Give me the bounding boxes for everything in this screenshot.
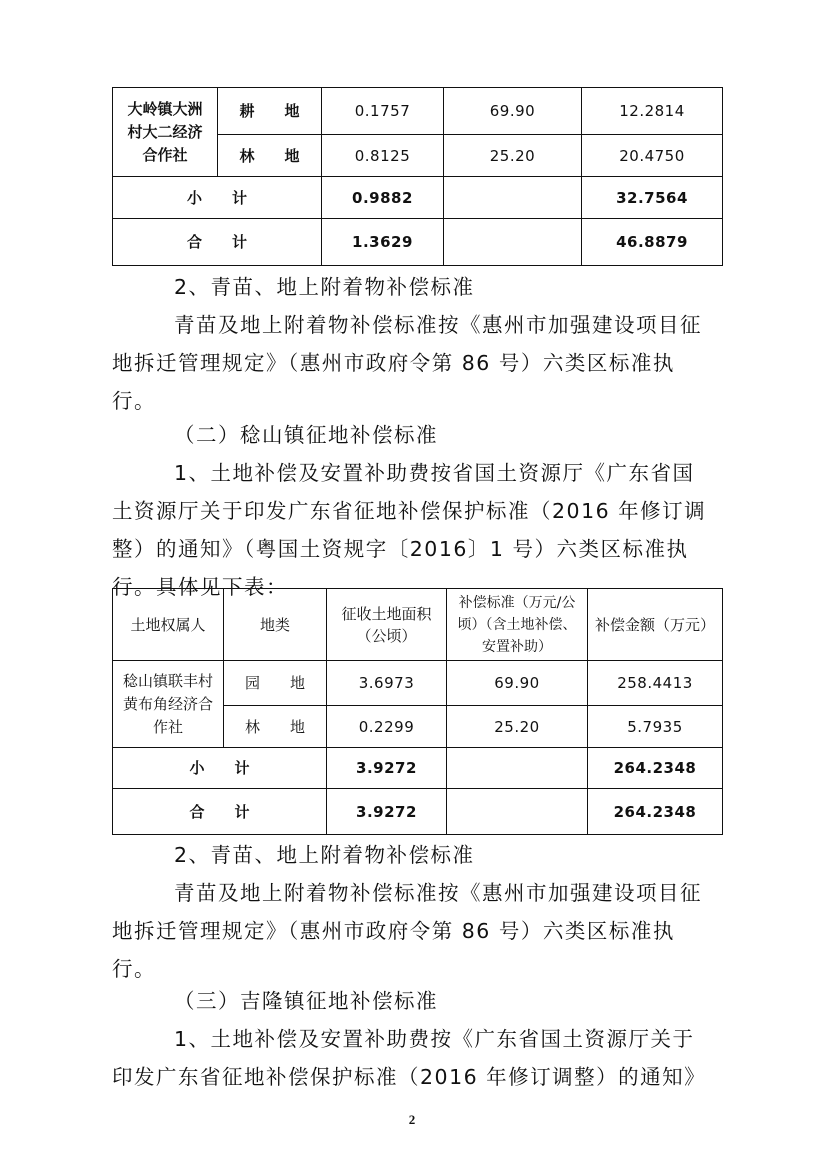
compensation-table-daling (112, 87, 723, 266)
subtotal-standard (444, 177, 582, 219)
header-area: 征收土地面积（公顷） (327, 589, 447, 661)
land-type-cell: 林 地 (224, 706, 327, 748)
paragraph: 青苗及地上附着物补偿标准按《惠州市加强建设项目征地拆迁管理规定》（惠州市政府令第 86 号）六类区标准执行。 (112, 881, 702, 981)
total-row (113, 789, 723, 835)
section-heading: （三）吉隆镇征地补偿标准 (174, 989, 438, 1013)
total-standard (447, 789, 588, 835)
header-owner: 土地权属人 (113, 589, 224, 661)
paragraph: 1、土地补偿及安置补助费按省国土资源厅《广东省国土资源厅关于印发广东省征地补偿保护标准（2016 年修订调整）的通知》（粤国土资规字〔2016〕1 号）六类区标准执行。具体见下表： (112, 461, 707, 599)
land-type-cell: 耕 地 (218, 88, 322, 135)
area-cell: 0.1757 (322, 88, 444, 135)
owner-cell: 大岭镇大洲村大二经济合作社 (113, 88, 218, 177)
land-type-cell: 园 地 (224, 661, 327, 706)
owner-cell: 稔山镇联丰村黄布角经济合作社 (113, 661, 224, 748)
total-label: 合 计 (113, 219, 322, 266)
total-area: 3.9272 (327, 789, 447, 835)
amount-cell: 12.2814 (582, 88, 723, 135)
total-amount: 46.8879 (582, 219, 723, 266)
standard-cell: 69.90 (447, 661, 588, 706)
total-standard (444, 219, 582, 266)
standard-cell: 25.20 (447, 706, 588, 748)
paragraph: 1、土地补偿及安置补助费按《广东省国土资源厅关于印发广东省征地补偿保护标准（2016 年修订调整）的通知》 (112, 1027, 707, 1089)
subtotal-standard (447, 748, 588, 789)
header-amount: 补偿金额（万元） (588, 589, 723, 661)
subtotal-row (113, 748, 723, 789)
subtotal-amount: 32.7564 (582, 177, 723, 219)
area-cell: 0.2299 (327, 706, 447, 748)
land-type-cell: 林 地 (218, 135, 322, 177)
amount-cell: 5.7935 (588, 706, 723, 748)
table-row (113, 661, 723, 706)
header-type: 地类 (224, 589, 327, 661)
subtotal-amount: 264.2348 (588, 748, 723, 789)
area-cell: 3.6973 (327, 661, 447, 706)
section-heading: （二）稔山镇征地补偿标准 (174, 423, 438, 447)
amount-cell: 20.4750 (582, 135, 723, 177)
subtotal-label: 小 计 (113, 748, 327, 789)
standard-cell: 25.20 (444, 135, 582, 177)
section-heading: 2、青苗、地上附着物补偿标准 (174, 275, 475, 299)
paragraph: 青苗及地上附着物补偿标准按《惠州市加强建设项目征地拆迁管理规定》（惠州市政府令第 86 号）六类区标准执行。 (112, 313, 702, 413)
total-row (113, 219, 723, 266)
table-row (113, 88, 723, 135)
section-heading: 2、青苗、地上附着物补偿标准 (174, 843, 475, 867)
subtotal-label: 小 计 (113, 177, 322, 219)
amount-cell: 258.4413 (588, 661, 723, 706)
standard-cell: 69.90 (444, 88, 582, 135)
total-area: 1.3629 (322, 219, 444, 266)
subtotal-area: 0.9882 (322, 177, 444, 219)
subtotal-area: 3.9272 (327, 748, 447, 789)
table-header-row (113, 589, 723, 661)
compensation-table-renshan (112, 588, 723, 835)
subtotal-row (113, 177, 723, 219)
total-amount: 264.2348 (588, 789, 723, 835)
total-label: 合 计 (113, 789, 327, 835)
header-standard: 补偿标准（万元/公顷）（含土地补偿、安置补助） (447, 589, 588, 661)
page-number: 2 (408, 1112, 416, 1127)
area-cell: 0.8125 (322, 135, 444, 177)
